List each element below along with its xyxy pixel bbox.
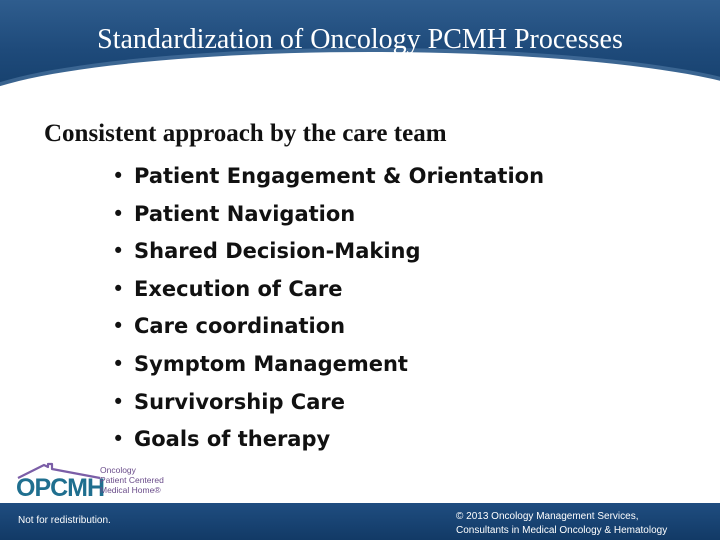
bullet-text: Symptom Management bbox=[134, 351, 408, 376]
bullet-item bbox=[112, 158, 544, 196]
bullet-glyph: • bbox=[112, 389, 125, 414]
bullet-glyph: • bbox=[112, 276, 125, 301]
bullet-glyph: • bbox=[112, 351, 125, 376]
bullet-item bbox=[112, 233, 544, 271]
banner-swoosh bbox=[0, 52, 720, 92]
bullet-text: Patient Navigation bbox=[134, 201, 356, 226]
slide-subtitle: Consistent approach by the care team bbox=[44, 120, 447, 147]
bullet-text: Survivorship Care bbox=[134, 389, 345, 414]
bullet-text: Care coordination bbox=[134, 314, 346, 339]
bullet-item bbox=[112, 346, 544, 384]
bullet-text: Patient Engagement & Orientation bbox=[134, 164, 545, 188]
bullet-glyph: • bbox=[112, 201, 125, 226]
logo-tagline-line: Medical Home® bbox=[100, 485, 161, 495]
footer-copyright bbox=[456, 510, 667, 538]
slide-title: Standardization of Oncology PCMH Processes bbox=[97, 24, 623, 55]
logo-tagline-line: Oncology bbox=[100, 465, 136, 475]
copyright-line: Consultants in Medical Oncology & Hematology bbox=[456, 525, 668, 536]
bullet-glyph: • bbox=[112, 314, 125, 339]
bullet-text: Execution of Care bbox=[134, 276, 343, 301]
bullet-item bbox=[112, 384, 544, 422]
bullet-list bbox=[112, 158, 544, 459]
bullet-text: Shared Decision-Making bbox=[134, 239, 421, 264]
copyright-line: © 2013 Oncology Management Services, bbox=[456, 511, 639, 522]
bullet-glyph: • bbox=[112, 427, 125, 452]
bullet-item bbox=[112, 308, 544, 346]
footer-disclaimer: Not for redistribution. bbox=[18, 515, 111, 526]
bullet-item bbox=[112, 196, 544, 234]
bullet-glyph: • bbox=[112, 239, 125, 264]
bullet-glyph: • bbox=[112, 164, 125, 188]
bullet-item bbox=[112, 271, 544, 309]
opcmh-logo bbox=[14, 462, 184, 502]
logo-tagline bbox=[100, 465, 164, 495]
logo-tagline-line: Patient Centered bbox=[100, 475, 164, 485]
bullet-item bbox=[112, 421, 544, 459]
logo-wordmark: OPCMH bbox=[16, 474, 105, 502]
bullet-text: Goals of therapy bbox=[134, 427, 331, 452]
